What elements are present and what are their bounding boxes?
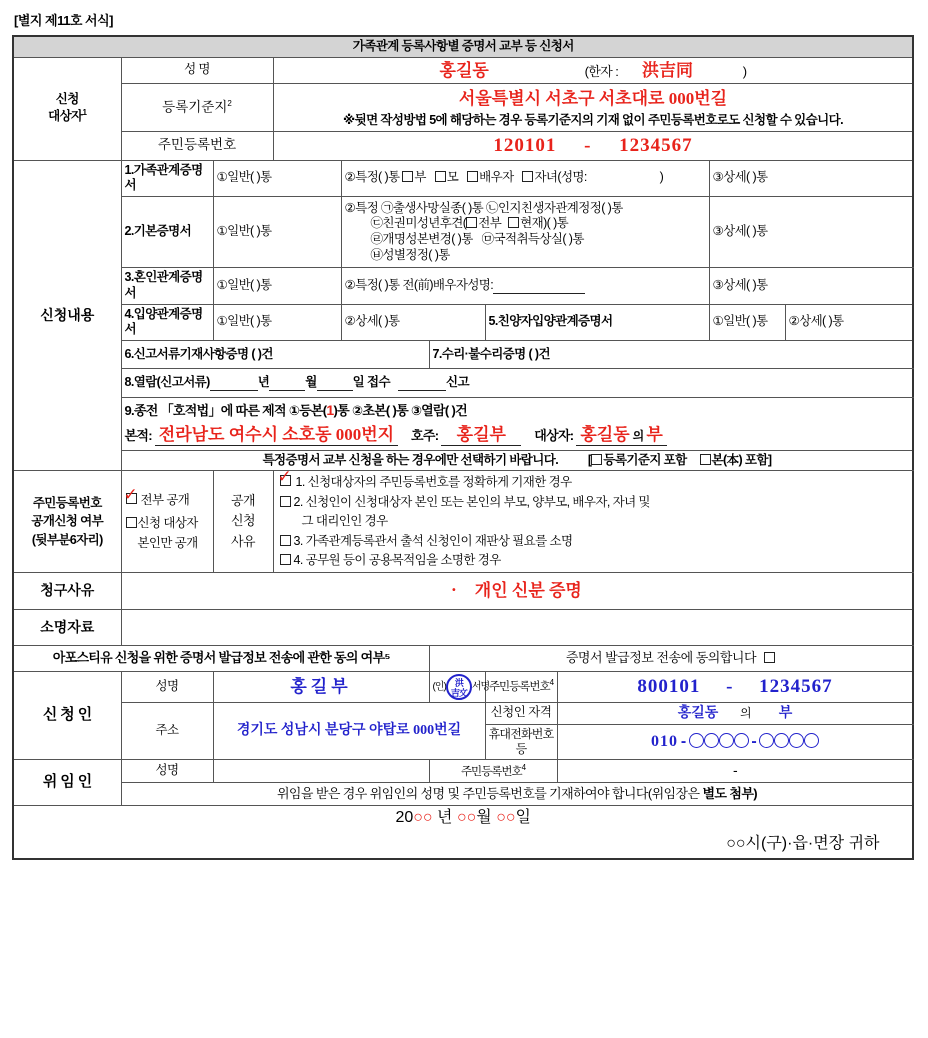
evidence-value-cell[interactable] — [121, 609, 913, 646]
row2-special-cell — [341, 196, 709, 268]
row5-opt2: ②상세( )통 — [785, 304, 913, 340]
reason-list — [273, 467, 913, 573]
subject-section-label — [13, 57, 121, 160]
row7-name: 7.수리·불수리증명 ( )건 — [429, 340, 913, 369]
reason-item-2-cont: 그 대리인인 경우 — [301, 514, 388, 529]
row4-name: 4.입양관계증명서 — [121, 304, 213, 340]
subject-label-line1: 신청 — [55, 92, 79, 107]
row9-target-rel: 부 — [646, 424, 663, 444]
applicant-rrn-front: 800101 — [637, 675, 701, 697]
row6-name: 6.신고서류기재사항증명 ( )건 — [121, 340, 429, 369]
applicant-address-row — [13, 702, 913, 725]
date-day-label: 일 — [515, 808, 532, 826]
phone-sep-1: - — [680, 733, 686, 750]
row1-name: 1.가족관계증명서 — [121, 160, 213, 196]
apostille-label: 아포스티유 신청을 위한 증명서 발급정보 전송에 관한 동의 여부⁵ — [13, 646, 429, 671]
option-self-row[interactable] — [126, 513, 210, 553]
row1-cb-child: 자녀(성명: — [534, 170, 587, 185]
hanja-label: (한자 : — [584, 63, 619, 79]
ex-spouse-name-blank[interactable] — [493, 280, 585, 294]
content-note-row — [13, 450, 913, 471]
delegate-note-bold: 별도 첨부) — [702, 785, 758, 801]
row8-report-blank[interactable] — [398, 377, 446, 391]
row8-tail: 신고 — [445, 375, 469, 390]
delegate-section-label: 위 임 인 — [13, 760, 121, 806]
subject-label-line2: 대상자$^1$ — [48, 107, 87, 124]
rrn-disclosure-options — [121, 471, 213, 573]
row1-opt2-prefix: ②특정( )통 — [344, 170, 400, 185]
applicant-qual-rel: 부 — [778, 705, 793, 721]
row3-opt1: ①일반( )통 — [213, 268, 341, 304]
content-row-3 — [13, 268, 913, 304]
applicant-rrn-back: 1234567 — [759, 675, 833, 697]
applicant-name-value: 홍길부 — [290, 676, 352, 696]
main-form-table — [12, 35, 914, 860]
checkbox-spouse[interactable] — [467, 171, 478, 182]
option-self-label-2: 본인만 공개 — [137, 536, 198, 551]
reason-label-1: 공개 — [231, 492, 255, 508]
row2-name: 2.기본증명서 — [121, 196, 213, 268]
claim-reason-value: 개인 신분 증명 — [474, 581, 582, 601]
applicant-seal-cell[interactable] — [429, 671, 490, 702]
row8-year: 년 — [257, 375, 270, 390]
row1-opt1: ①일반( )통 — [213, 160, 341, 196]
row3-opt2-cell — [341, 268, 709, 304]
subject-rrn-label: 주민등록번호 — [121, 131, 273, 160]
rrn-disclosure-label-3: (뒷부분6자리) — [31, 533, 103, 548]
delegate-rrn-label: 주민등록번호$^4$ — [429, 760, 557, 783]
seal-stamp: 洪 吉文 — [446, 674, 472, 700]
phone-prefix: 010 — [651, 733, 679, 750]
applicant-name-row — [13, 671, 913, 702]
claim-reason-row — [13, 573, 913, 610]
registry-note: ※뒷면 작성방법 5에 해당하는 경우 등록기준지의 기재 없이 주민등록번호로도 신청할 수 있습니다. — [273, 111, 913, 131]
reason-item-3[interactable] — [280, 532, 910, 551]
row3-opt3: ③상세( )통 — [709, 268, 913, 304]
option-self-label-1: 신청 대상자 — [137, 516, 198, 531]
name-label: 성 명 — [121, 57, 273, 83]
reason-label-3: 사유 — [231, 534, 255, 550]
checkbox-guardian-now[interactable] — [508, 217, 519, 228]
applicant-name-label: 성명 — [121, 671, 213, 702]
seal-prefix: (인) — [432, 681, 446, 693]
applicant-qual-mid: 의 — [740, 705, 752, 720]
footer-cell — [13, 805, 913, 859]
reason-item-1-label: 1. 신청대상자의 주민등록번호를 정확하게 기재한 경우 — [295, 475, 572, 490]
phone-mid-blank — [689, 735, 749, 749]
content-row-6 — [13, 340, 913, 369]
row5-opt1: ①일반( )통 — [709, 304, 785, 340]
delegate-note-row — [13, 782, 913, 805]
row2-special-line3: ㉣개명성본변경( )통 ㉤국적취득상실( )통 — [370, 232, 584, 246]
rrn-disclosure-label — [13, 471, 121, 573]
date-month-label: 월 — [476, 808, 492, 826]
checkbox-include-bon[interactable] — [700, 454, 711, 465]
row2-opt3: ③상세( )통 — [709, 196, 913, 268]
subject-name-value: 홍길동 — [439, 60, 489, 80]
rrn-disclosure-label-1: 주민등록번호 — [32, 495, 102, 510]
row1-cb-mother: 모 — [446, 170, 459, 185]
checkbox-reason-3[interactable] — [280, 535, 291, 546]
row8-month: 월 — [305, 375, 317, 390]
applicant-qualification-value-cell — [557, 702, 913, 725]
applicant-qual-value: 홍길동 — [677, 705, 719, 721]
delegate-name-label: 성명 — [121, 760, 213, 783]
applicant-phone-label: 휴대전화번호 등 — [485, 725, 557, 760]
checkbox-reason-2[interactable] — [280, 496, 291, 507]
rrn-disclosure-row — [13, 471, 913, 573]
row3-name: 3.혼인관계증명서 — [121, 268, 213, 304]
date-year-blank[interactable]: ○○ — [413, 808, 433, 826]
applicant-address-value-cell — [213, 702, 485, 760]
subject-rrn-row — [13, 131, 913, 160]
applicant-rrn-label: 주민등록번호$^4$ — [485, 671, 557, 702]
apostille-row — [13, 646, 913, 671]
row1-cb-child-close: ) — [659, 170, 664, 185]
reason-label — [213, 471, 273, 573]
claim-reason-bullet: • — [452, 585, 456, 597]
checkbox-guardian-all[interactable] — [466, 217, 477, 228]
delegate-note-plain: 위임을 받은 경우 위임인의 성명 및 주민등록번호를 기재하여야 합니다(위임장은 — [276, 785, 700, 801]
row1-opt3: ③상세( )통 — [709, 160, 913, 196]
row9-hoju-value: 홍길부 — [441, 424, 521, 446]
reason-item-2[interactable] — [280, 493, 910, 512]
delegate-note-cell — [121, 782, 913, 805]
delegate-name-value-cell[interactable] — [213, 760, 429, 783]
delegate-rrn-value[interactable]: - — [557, 760, 913, 783]
row5-name: 5.친양자입양관계증명서 — [485, 304, 709, 340]
checkbox-reason-4[interactable] — [280, 554, 291, 565]
note-opt1: 등록기준지 포함 — [603, 452, 687, 467]
row2-special-line2: ㉢친권미성년후견( 전부 현재)( )통 — [370, 216, 569, 231]
row8-day: 일 접수 — [352, 375, 390, 390]
claim-reason-value-cell[interactable] — [121, 573, 913, 610]
evidence-row — [13, 609, 913, 646]
delegate-row — [13, 760, 913, 783]
row2-special-line4: ㉥성별정정( )통 — [370, 247, 450, 262]
title-row — [13, 36, 913, 57]
special-cert-note: 특정증명서 교부 신청을 하는 경우에만 선택하기 바랍니다. — [262, 452, 559, 467]
checkbox-mother[interactable] — [435, 171, 446, 182]
content-section-label: 신청내용 — [13, 160, 121, 471]
checkbox-apostille-consent[interactable] — [764, 652, 775, 663]
footer-recipient: ○○시(구)·읍·면장 귀하 — [726, 834, 880, 852]
row1-special-cell — [341, 160, 709, 196]
rrn-disclosure-label-2: 공개신청 여부 — [31, 514, 104, 529]
content-row-4 — [13, 304, 913, 340]
date-day-blank[interactable]: ○○ — [496, 808, 516, 826]
footer-row — [13, 805, 913, 859]
footer-date — [17, 808, 910, 828]
row2-special-line1: ②특정 ㉠출생사망실종( )통 ㉡인지친생자관계정정( )통 — [344, 200, 623, 215]
subject-rrn-dash: - — [584, 134, 592, 156]
apostille-consent-label: 증명서 발급정보 전송에 동의합니다 — [565, 650, 757, 666]
registry-label: 등록기준지$^2$ — [121, 83, 273, 131]
claim-reason-label: 청구사유 — [13, 573, 121, 610]
special-cert-note-cell: 특정증명서 교부 신청을 하는 경우에만 선택하기 바랍니다. [ 등록기준지 포함 본(本) 포함] — [121, 450, 913, 471]
reason-item-4[interactable] — [280, 551, 910, 570]
checkbox-include-registry[interactable] — [591, 454, 602, 465]
name-value-cell — [273, 57, 913, 83]
subject-registry-row — [13, 83, 913, 111]
row8-cell — [121, 369, 913, 398]
page-title: 가족관계 등록사항별 증명서 교부 등 신청서 — [13, 36, 913, 57]
evidence-label: 소명자료 — [13, 609, 121, 646]
option-all-label: 전부 공개 — [140, 493, 190, 508]
subject-rrn-back: 1234567 — [619, 134, 693, 156]
phone-last-blank — [759, 735, 819, 749]
row8-prefix: 8.열람(신고서류) — [124, 375, 210, 390]
note-opt2: 본(本) 포함 — [711, 452, 768, 467]
checkbox-disclose-all[interactable]: ✓ — [123, 485, 138, 505]
row1-cb-father: 부 — [414, 170, 426, 185]
row3-opt2: ②특정( )통 전(前)배우자성명: — [344, 278, 494, 293]
row1-cb-spouse: 배우자 — [479, 170, 514, 185]
apostille-consent-cell[interactable] — [429, 646, 913, 671]
reason-item-1[interactable] — [277, 467, 910, 492]
form-number: [별지 제11호 서식] — [14, 13, 113, 28]
date-prefix: 20 — [395, 808, 414, 826]
row9-cell — [121, 398, 913, 451]
reason-label-2: 신청 — [231, 513, 255, 529]
content-row-9 — [13, 398, 913, 451]
applicant-address-value: 경기도 성남시 분당구 야탑로 000번길 — [236, 723, 462, 738]
phone-sep-2: - — [751, 733, 757, 750]
seal-suffix: 서명 — [471, 681, 490, 693]
subject-hanja-value: 洪吉同 — [641, 60, 693, 80]
applicant-rrn-dash: - — [726, 675, 734, 697]
row4-opt2: ②상세( )통 — [341, 304, 485, 340]
reason-item-2-label: 2. 신청인이 신청대상자 본인 또는 본인의 부모, 양부모, 배우자, 자녀 및 — [293, 494, 650, 509]
row8-day-blank[interactable] — [317, 377, 353, 391]
date-year-label: 년 — [437, 808, 453, 826]
content-row-2 — [13, 196, 913, 268]
registry-value-cell — [273, 83, 913, 111]
content-row-8 — [13, 369, 913, 398]
applicant-address-label: 주소 — [121, 702, 213, 760]
applicant-qualification-label: 신청인 자격 — [485, 702, 557, 725]
applicant-rrn-value-cell — [557, 671, 913, 702]
row4-opt1: ①일반( )통 — [213, 304, 341, 340]
checkbox-reason-1[interactable]: ✓ — [277, 467, 292, 487]
subject-rrn-value-cell — [273, 131, 913, 160]
content-row-1 — [13, 160, 913, 196]
subject-name-row — [13, 57, 913, 83]
checkbox-child[interactable] — [522, 171, 533, 182]
row9-target-value: 홍길동 — [580, 424, 630, 444]
option-all-row[interactable] — [123, 485, 210, 510]
subject-rrn-front: 120101 — [493, 134, 557, 156]
row9-target-group: 홍길동 의 부 — [576, 424, 666, 446]
row8-month-blank[interactable] — [269, 377, 305, 391]
checkbox-disclose-self[interactable] — [126, 517, 137, 528]
applicant-section-label: 신 청 인 — [13, 671, 121, 760]
applicant-phone-value-cell — [557, 725, 913, 760]
hanja-close: ) — [742, 63, 747, 79]
row9-count: 1 — [326, 402, 334, 418]
row9-line1: 9.종전 「호적법」에 따른 제적 ①등본(1)통 ②초본( )통 ③열람( )건 — [124, 402, 467, 418]
date-month-blank[interactable]: ○○ — [456, 808, 477, 826]
checkbox-father[interactable] — [402, 171, 413, 182]
row2-opt1: ①일반( )통 — [213, 196, 341, 268]
applicant-name-value-cell — [213, 671, 429, 702]
reason-item-4-label: 4. 공무원 등이 공용목적임을 소명한 경우 — [293, 552, 501, 567]
row8-year-blank[interactable] — [210, 377, 258, 391]
registry-value: 서울특별시 서초구 서초대로 000번길 — [458, 88, 728, 108]
row9-bonjeok-value: 전라남도 여수시 소호동 000번지 — [155, 424, 398, 446]
row9-line2: 본적: 전라남도 여수시 소호동 000번지 호주: 홍길부 대상자: 홍길동 의 부 — [125, 424, 910, 446]
reason-item-3-label: 3. 가족관계등록관서 출석 신청인이 재판상 필요를 소명 — [293, 533, 573, 548]
